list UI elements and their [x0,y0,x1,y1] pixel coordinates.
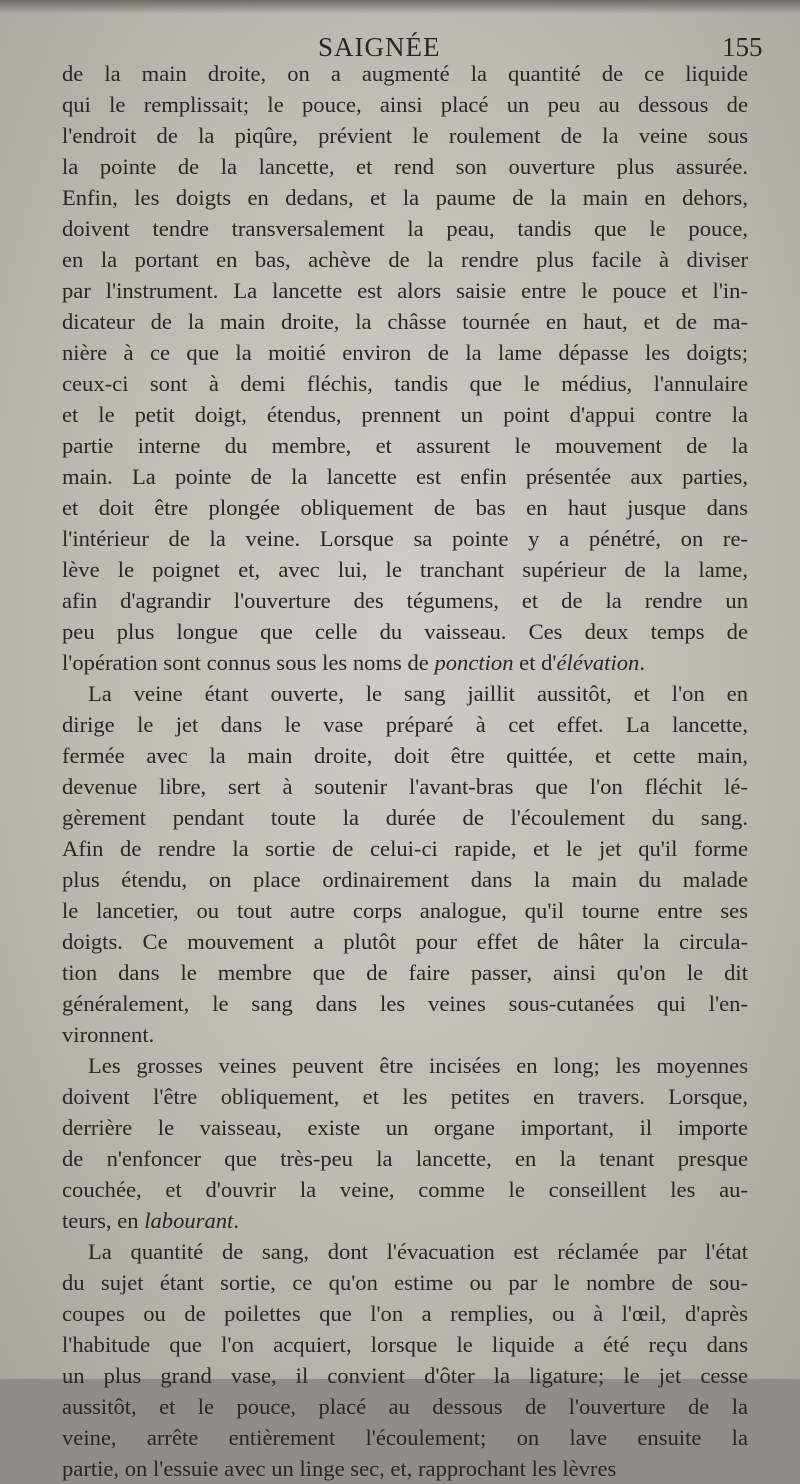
text-line [62,864,748,895]
line-text: . [233,1208,239,1233]
text-line [62,1143,748,1174]
text-line [62,554,748,585]
text-line [62,709,748,740]
text-line [62,1236,748,1267]
text-line [62,337,748,368]
text-line [62,89,748,120]
line-text: gèrement pendant toute la durée de l'écoulement du sang. [62,805,748,830]
text-line [62,1019,748,1050]
text-line [62,151,748,182]
line-text: vironnent. [62,1022,155,1047]
text-line [62,585,748,616]
text-line [62,368,748,399]
text-line [62,1329,748,1360]
line-text: et d' [513,650,557,675]
text-line [62,833,748,864]
text-line [62,771,748,802]
line-text: dicateur de la main droite, la châsse tournée en haut, et de ma- [62,309,748,334]
line-text: Afin de rendre la sortie de celui-ci rapide, et le jet qu'il forme [62,836,748,861]
text-line [62,647,748,678]
line-text: le lancetier, ou tout autre corps analogue, qu'il tourne entre ses [62,898,748,923]
text-line [62,1205,748,1236]
text-line [62,1112,748,1143]
line-text: peu plus longue que celle du vaisseau. Ces deux temps de [62,619,748,644]
text-line [62,1174,748,1205]
line-text: qui le remplissait; le pouce, ainsi placé un peu au dessous de [62,92,748,117]
line-text: de n'enfoncer que très-peu la lancette, en la tenant presque [62,1146,748,1171]
line-text: partie, on l'essuie avec un linge sec, et, rapprochant les lèvres [62,1456,617,1481]
text-line [62,740,748,771]
italic-term: élévation [556,650,640,675]
text-line [62,1298,748,1329]
text-line [62,399,748,430]
line-text: fermée avec la main droite, doit être quittée, et cette main, [62,743,748,768]
text-line [62,244,748,275]
line-text: par l'instrument. La lancette est alors saisie entre le pouce et l'in- [62,278,748,303]
text-line [62,461,748,492]
text-line [62,1081,748,1112]
line-text: lève le poignet et, avec lui, le tranchant supérieur de la lame, [62,557,748,582]
text-line [62,957,748,988]
line-text: l'endroit de la piqûre, prévient le roulement de la veine sous [62,123,748,148]
line-text: couchée, et d'ouvrir la veine, comme le conseillent les au- [62,1177,748,1202]
line-text: . [639,650,645,675]
text-line [62,58,748,89]
line-text: généralement, le sang dans les veines sous-cutanées qui l'en- [62,991,748,1016]
text-line [62,182,748,213]
line-text: main. La pointe de la lancette est enfin présentée aux parties, [62,464,748,489]
text-line [62,430,748,461]
text-line [62,1360,748,1391]
text-line [62,802,748,833]
body-text [62,58,748,1484]
line-text: l'opération sont connus sous les noms de [62,650,435,675]
line-text: la pointe de la lancette, et rend son ouverture plus assurée. [62,154,748,179]
italic-term: labourant [144,1208,234,1233]
line-text: l'intérieur de la veine. Lorsque sa pointe y a pénétré, on re- [62,526,748,551]
line-text: La quantité de sang, dont l'évacuation est réclamée par l'état [88,1239,748,1264]
text-line [62,926,748,957]
line-text: un plus grand vase, il convient d'ôter la ligature; le jet cesse [62,1363,748,1388]
line-text: du sujet étant sortie, ce qu'on estime ou par le nombre de sou- [62,1270,748,1295]
line-text: nière à ce que la moitié environ de la lame dépasse les doigts; [62,340,748,365]
text-line [62,895,748,926]
line-text: Les grosses veines peuvent être incisées en long; les moyennes [88,1053,748,1078]
text-line [62,1267,748,1298]
line-text: et doit être plongée obliquement de bas en haut jusque dans [62,495,748,520]
line-text: derrière le vaisseau, existe un organe important, il importe [62,1115,748,1140]
text-line [62,1391,748,1422]
text-line [62,1422,748,1453]
line-text: Enfin, les doigts en dedans, et la paume de la main en dehors, [62,185,748,210]
page-top-edge [0,0,800,14]
text-line [62,616,748,647]
line-text: La veine étant ouverte, le sang jaillit aussitôt, et l'on en [88,681,748,706]
running-head: SAIGNÉE [318,32,441,62]
italic-term: ponction [434,650,514,675]
text-line [62,492,748,523]
text-line [62,213,748,244]
text-line [62,1050,748,1081]
line-text: de la main droite, on a augmenté la quantité de ce liquide [62,61,748,86]
text-line [62,678,748,709]
text-line [62,1453,748,1484]
line-text: partie interne du membre, et assurent le mouvement de la [62,433,748,458]
line-text: l'habitude que l'on acquiert, lorsque le liquide a été reçu dans [62,1332,748,1357]
line-text: plus étendu, on place ordinairement dans la main du malade [62,867,748,892]
line-text: ceux-ci sont à demi fléchis, tandis que le médius, l'annulaire [62,371,748,396]
line-text: et le petit doigt, étendus, prennent un point d'appui contre la [62,402,748,427]
page-number: 155 [722,32,763,62]
line-text: aussitôt, et le pouce, placé au dessous de l'ouverture de la [62,1394,748,1419]
line-text: tion dans le membre que de faire passer, ainsi qu'on le dit [62,960,748,985]
text-line [62,523,748,554]
line-text: afin d'agrandir l'ouverture des tégumens, et de la rendre un [62,588,748,613]
line-text: teurs, en [62,1208,145,1233]
line-text: doivent l'être obliquement, et les petites en travers. Lorsque, [62,1084,748,1109]
line-text: dirige le jet dans le vase préparé à cet effet. La lancette, [62,712,748,737]
text-line [62,988,748,1019]
line-text: en la portant en bas, achève de la rendre plus facile à diviser [62,247,748,272]
text-line [62,275,748,306]
text-line [62,306,748,337]
line-text: coupes ou de poilettes que l'on a remplies, ou à l'œil, d'après [62,1301,748,1326]
line-text: doivent tendre transversalement la peau, tandis que le pouce, [62,216,748,241]
text-line [62,120,748,151]
line-text: devenue libre, sert à soutenir l'avant-bras que l'on fléchit lé- [62,774,748,799]
line-text: veine, arrête entièrement l'écoulement; on lave ensuite la [62,1425,748,1450]
line-text: doigts. Ce mouvement a plutôt pour effet de hâter la circula- [62,929,748,954]
